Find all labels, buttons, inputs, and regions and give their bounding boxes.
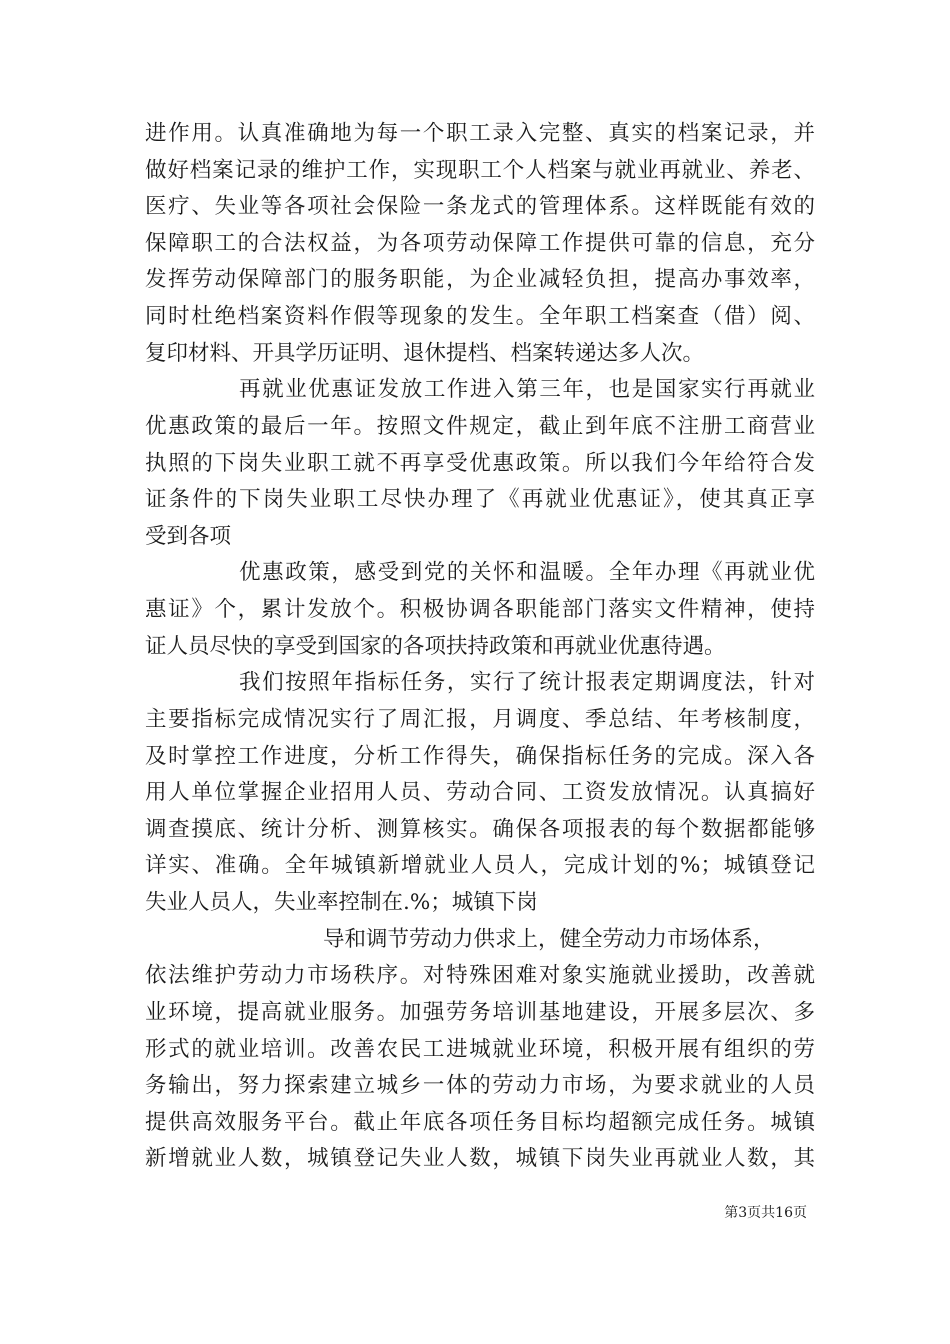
text-line: 用人单位掌握企业招用人员、劳动合同、工资发放情况。认真搞好: [145, 780, 815, 806]
text-line: 详实、准确。全年城镇新增就业人员人，完成计划的%；城镇登记: [145, 853, 815, 879]
text-line: 医疗、失业等各项社会保险一条龙式的管理体系。这样既能有效的: [145, 194, 815, 220]
text-line: 发挥劳动保障部门的服务职能，为企业减轻负担，提高办事效率，: [145, 267, 815, 293]
text-line: 做好档案记录的维护工作，实现职工个人档案与就业再就业、养老、: [145, 157, 815, 183]
text-line: 及时掌控工作进度，分析工作得失，确保指标任务的完成。深入各: [145, 743, 815, 769]
paragraph-first-line: 再就业优惠证发放工作进入第三年，也是国家实行再就业: [239, 377, 815, 403]
text-line: 复印材料、开具学历证明、退休提档、档案转递达多人次。: [145, 340, 705, 366]
text-line: 受到各项: [145, 523, 232, 549]
text-line: 保障职工的合法权益，为各项劳动保障工作提供可靠的信息，充分: [145, 230, 815, 256]
text-line: 务输出，努力探索建立城乡一体的劳动力市场，为要求就业的人员: [145, 1073, 815, 1099]
paragraph-first-line: 我们按照年指标任务，实行了统计报表定期调度法，针对: [239, 670, 815, 696]
text-line: 业环境，提高就业服务。加强劳务培训基地建设，开展多层次、多: [145, 999, 815, 1025]
text-line: 惠证》个，累计发放个。积极协调各职能部门落实文件精神，使持: [145, 597, 815, 623]
text-line: 调查摸底、统计分析、测算核实。确保各项报表的每个数据都能够: [145, 816, 815, 842]
text-line: 进作用。认真准确地为每一个职工录入完整、真实的档案记录，并: [145, 121, 815, 146]
text-line: 提供高效服务平台。截止年底各项任务目标均超额完成任务。城镇: [145, 1109, 815, 1135]
text-line: 执照的下岗失业职工就不再享受优惠政策。所以我们今年给符合发: [145, 450, 815, 476]
paragraph-first-line: 优惠政策，感受到党的关怀和温暖。全年办理《再就业优: [239, 560, 815, 586]
text-line: 新增就业人数，城镇登记失业人数，城镇下岗失业再就业人数，其: [145, 1146, 815, 1172]
text-line: 形式的就业培训。改善农民工进城就业环境，积极开展有组织的劳: [145, 1036, 815, 1062]
text-line: 证条件的下岗失业职工尽快办理了《再就业优惠证》，使其真正享: [145, 487, 815, 513]
paragraph-first-line: 导和调节劳动力供求上，健全劳动力市场体系，: [323, 926, 775, 952]
text-line: 证人员尽快的享受到国家的各项扶持政策和再就业优惠待遇。: [145, 633, 726, 659]
text-line: 依法维护劳动力市场秩序。对特殊困难对象实施就业援助，改善就: [145, 963, 815, 989]
text-line: 主要指标完成情况实行了周汇报，月调度、季总结、年考核制度，: [145, 706, 815, 732]
text-line: 优惠政策的最后一年。按照文件规定，截止到年底不注册工商营业: [145, 413, 815, 439]
text-line: 失业人员人，失业率控制在.%；城镇下岗: [145, 890, 538, 916]
text-line: 同时杜绝档案资料作假等现象的发生。全年职工档案查（借）阅、: [145, 304, 815, 330]
page-number: 第3页共16页: [724, 1205, 807, 1221]
